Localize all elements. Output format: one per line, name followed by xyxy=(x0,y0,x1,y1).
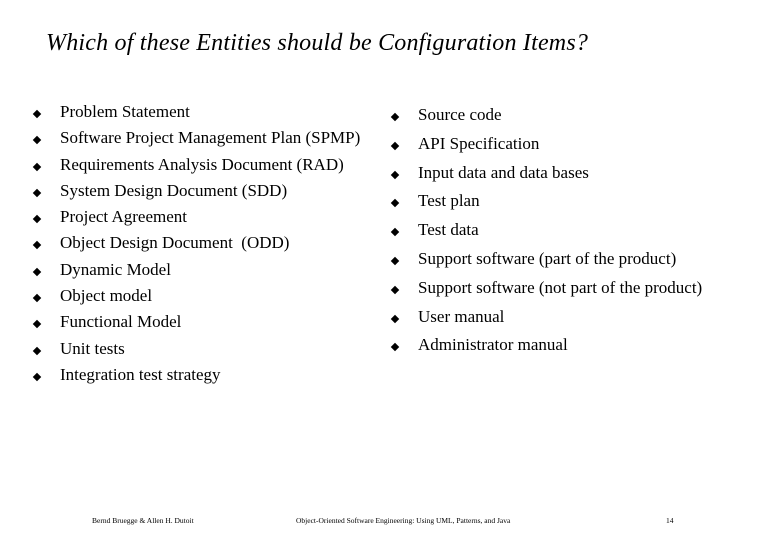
list-item-label: Functional Model xyxy=(60,312,182,332)
diamond-bullet-icon xyxy=(34,128,60,147)
list-item xyxy=(34,260,364,279)
list-item xyxy=(392,335,762,354)
footer-page-number: 14 xyxy=(666,516,674,525)
list-item-label: Software Project Management Plan (SPMP) xyxy=(60,128,361,148)
diamond-bullet-icon xyxy=(392,191,418,210)
list-item-label: Object Design Document (ODD) xyxy=(60,233,290,253)
diamond-bullet-icon xyxy=(392,134,418,153)
list-item-label: System Design Document (SDD) xyxy=(60,180,288,200)
list-item xyxy=(34,155,364,174)
footer-authors: Bernd Bruegge & Allen H. Dutoit xyxy=(92,516,194,525)
list-item-label: Requirements Analysis Document (RAD) xyxy=(60,154,344,174)
list-item xyxy=(34,365,364,384)
list-item-label: User manual xyxy=(418,306,505,326)
list-item-label: API Specification xyxy=(418,133,540,153)
diamond-bullet-icon xyxy=(34,102,60,121)
diamond-bullet-icon xyxy=(34,181,60,200)
list-item-label: Test plan xyxy=(418,191,480,211)
diamond-bullet-icon xyxy=(392,278,418,297)
list-item xyxy=(392,105,762,124)
list-item-label: Support software (part of the product) xyxy=(418,248,677,268)
diamond-bullet-icon xyxy=(34,233,60,252)
list-item xyxy=(34,339,364,358)
list-item xyxy=(34,233,364,252)
list-item-label: Source code xyxy=(418,105,502,124)
diamond-bullet-icon xyxy=(392,307,418,326)
diamond-bullet-icon xyxy=(392,249,418,268)
diamond-bullet-icon xyxy=(34,339,60,358)
diamond-bullet-icon xyxy=(392,105,418,124)
list-item xyxy=(34,102,364,121)
list-item xyxy=(34,312,364,331)
left-item-list xyxy=(34,102,364,391)
diamond-bullet-icon xyxy=(34,155,60,174)
list-item xyxy=(392,163,762,182)
footer-book-title: Object-Oriented Software Engineering: Using UML, Patterns, and Java xyxy=(296,516,511,525)
diamond-bullet-icon xyxy=(392,163,418,182)
list-item-label: Unit tests xyxy=(60,338,125,358)
diamond-bullet-icon xyxy=(34,207,60,226)
list-item xyxy=(392,220,762,239)
right-item-list xyxy=(392,105,762,364)
slide-title: Which of these Entities should be Configuration Items? xyxy=(46,30,589,56)
list-item xyxy=(392,134,762,153)
list-item xyxy=(34,128,364,147)
diamond-bullet-icon xyxy=(392,220,418,239)
list-item xyxy=(392,249,762,268)
diamond-bullet-icon xyxy=(34,260,60,279)
list-item xyxy=(392,307,762,326)
diamond-bullet-icon xyxy=(34,286,60,305)
list-item xyxy=(392,278,762,297)
list-item xyxy=(34,181,364,200)
list-item xyxy=(392,191,762,210)
list-item-label: Input data and data bases xyxy=(418,162,589,182)
list-item-label: Project Agreement xyxy=(60,207,187,227)
list-item-label: Administrator manual xyxy=(418,335,568,355)
diamond-bullet-icon xyxy=(392,335,418,354)
list-item xyxy=(34,286,364,305)
list-item-label: Test data xyxy=(418,220,479,240)
diamond-bullet-icon xyxy=(34,312,60,331)
list-item-label: Support software (not part of the product) xyxy=(418,277,703,297)
list-item-label: Problem Statement xyxy=(60,102,190,121)
diamond-bullet-icon xyxy=(34,365,60,384)
list-item-label: Object model xyxy=(60,286,153,306)
list-item-label: Integration test strategy xyxy=(60,364,221,384)
list-item xyxy=(34,207,364,226)
list-item-label: Dynamic Model xyxy=(60,259,171,279)
